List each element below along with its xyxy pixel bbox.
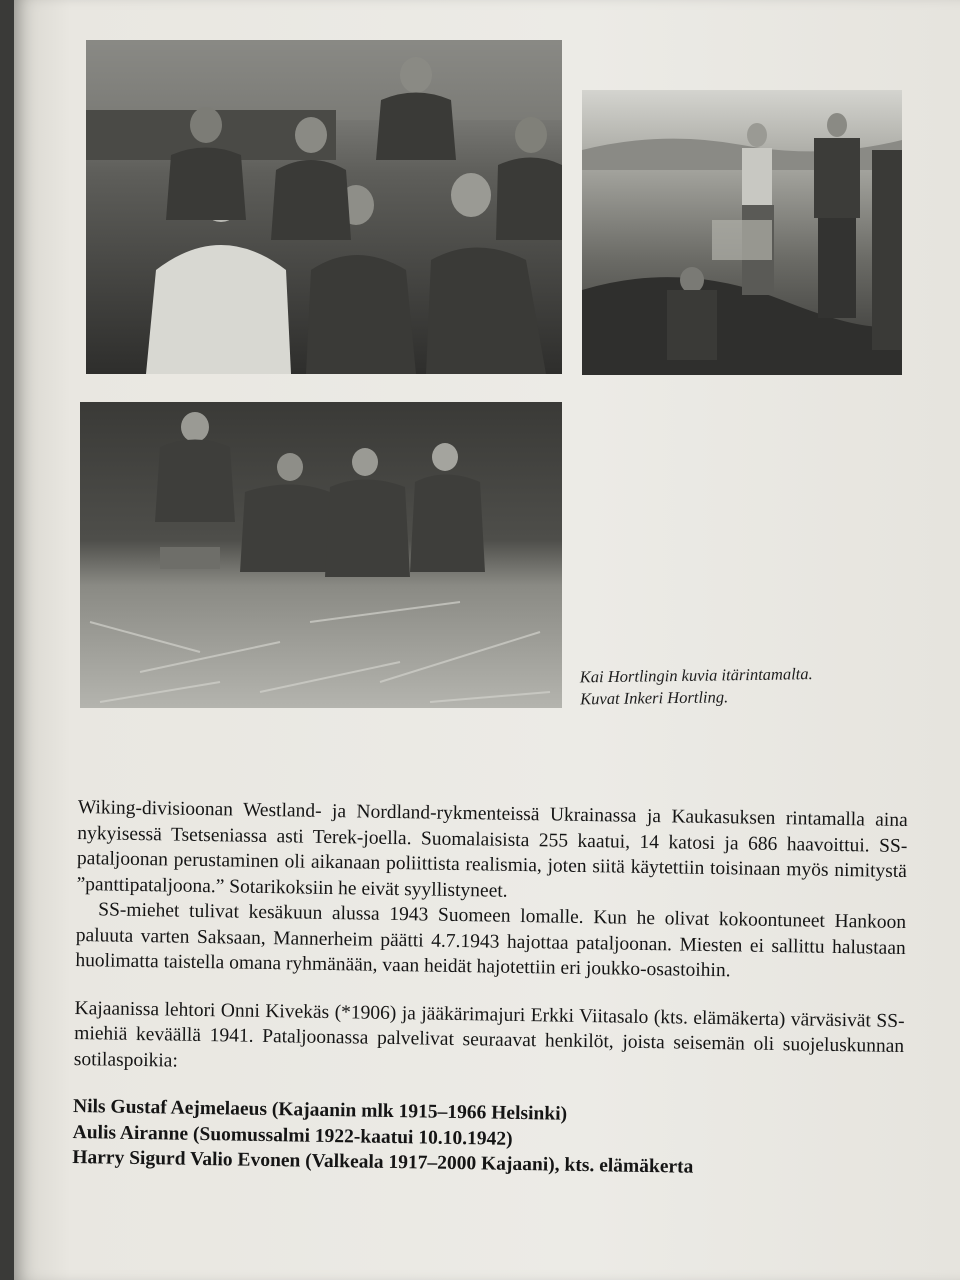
paragraph-2: SS-miehet tulivat kesäkuun alussa 1943 Suomeen lomalle. Kun he olivat kokoontuneet Hankoon paluuta varten Saksaan, Mannerheim päätti 4.7.1943 hajottaa pataljoonan. Miesten ei sallittu halustaan huolimatta taistella omana ryhmänään, vaan heidät hajotettiin eri joukko-osastoihin. bbox=[75, 899, 907, 982]
book-page bbox=[14, 0, 960, 1280]
paragraph-3: Kajaanissa lehtori Onni Kivekäs (*1906) ja jääkärimajuri Erkki Viitasalo (kts. elämäkerta) värväsivät SS-miehiä keväällä 1941. Pataljoonassa palvelivat seuraavat henkilöt, joista seisemän oli suojeluskunnan sotilaspoikia: bbox=[73, 997, 905, 1072]
paragraph-1: Wiking-divisioonan Westland- ja Nordland-rykmenteissä Ukrainassa ja Kaukasuksen rintamalla aina nykyisessä Tsetseniassa asti Terek-joella. Suomalaisista 255 kaatui, 14 katosi ja 686 haavoittui. SS-pataljoonan perustaminen oli aikanaan poliittista realismia, joten siitä käytettiin toisinaan myös nimitystä ”panttipataljoona.” Sotarikoksiin he eivät syyllistyneet. bbox=[76, 796, 908, 902]
photo-soldiers-digging bbox=[582, 90, 902, 375]
caption-line-2: Kuvat Inkeri Hortling. bbox=[580, 687, 729, 709]
name-list bbox=[72, 1094, 903, 1184]
body-text bbox=[72, 795, 908, 1183]
name-entry: Aulis Airanne (Suomussalmi 1922-kaatui 10.10.1942) bbox=[72, 1121, 513, 1150]
photo-soldiers-group bbox=[86, 40, 562, 374]
photo-caption bbox=[580, 662, 921, 711]
photo-soldiers-crouching bbox=[80, 402, 562, 708]
caption-line-1: Kai Hortlingin kuvia itärintamalta. bbox=[579, 664, 813, 687]
name-entry: Nils Gustaf Aejmelaeus (Kajaanin mlk 1915–1966 Helsinki) bbox=[72, 1095, 568, 1125]
name-entry: Harry Sigurd Valio Evonen (Valkeala 1917–2000 Kajaani), kts. elämäkerta bbox=[72, 1146, 694, 1178]
